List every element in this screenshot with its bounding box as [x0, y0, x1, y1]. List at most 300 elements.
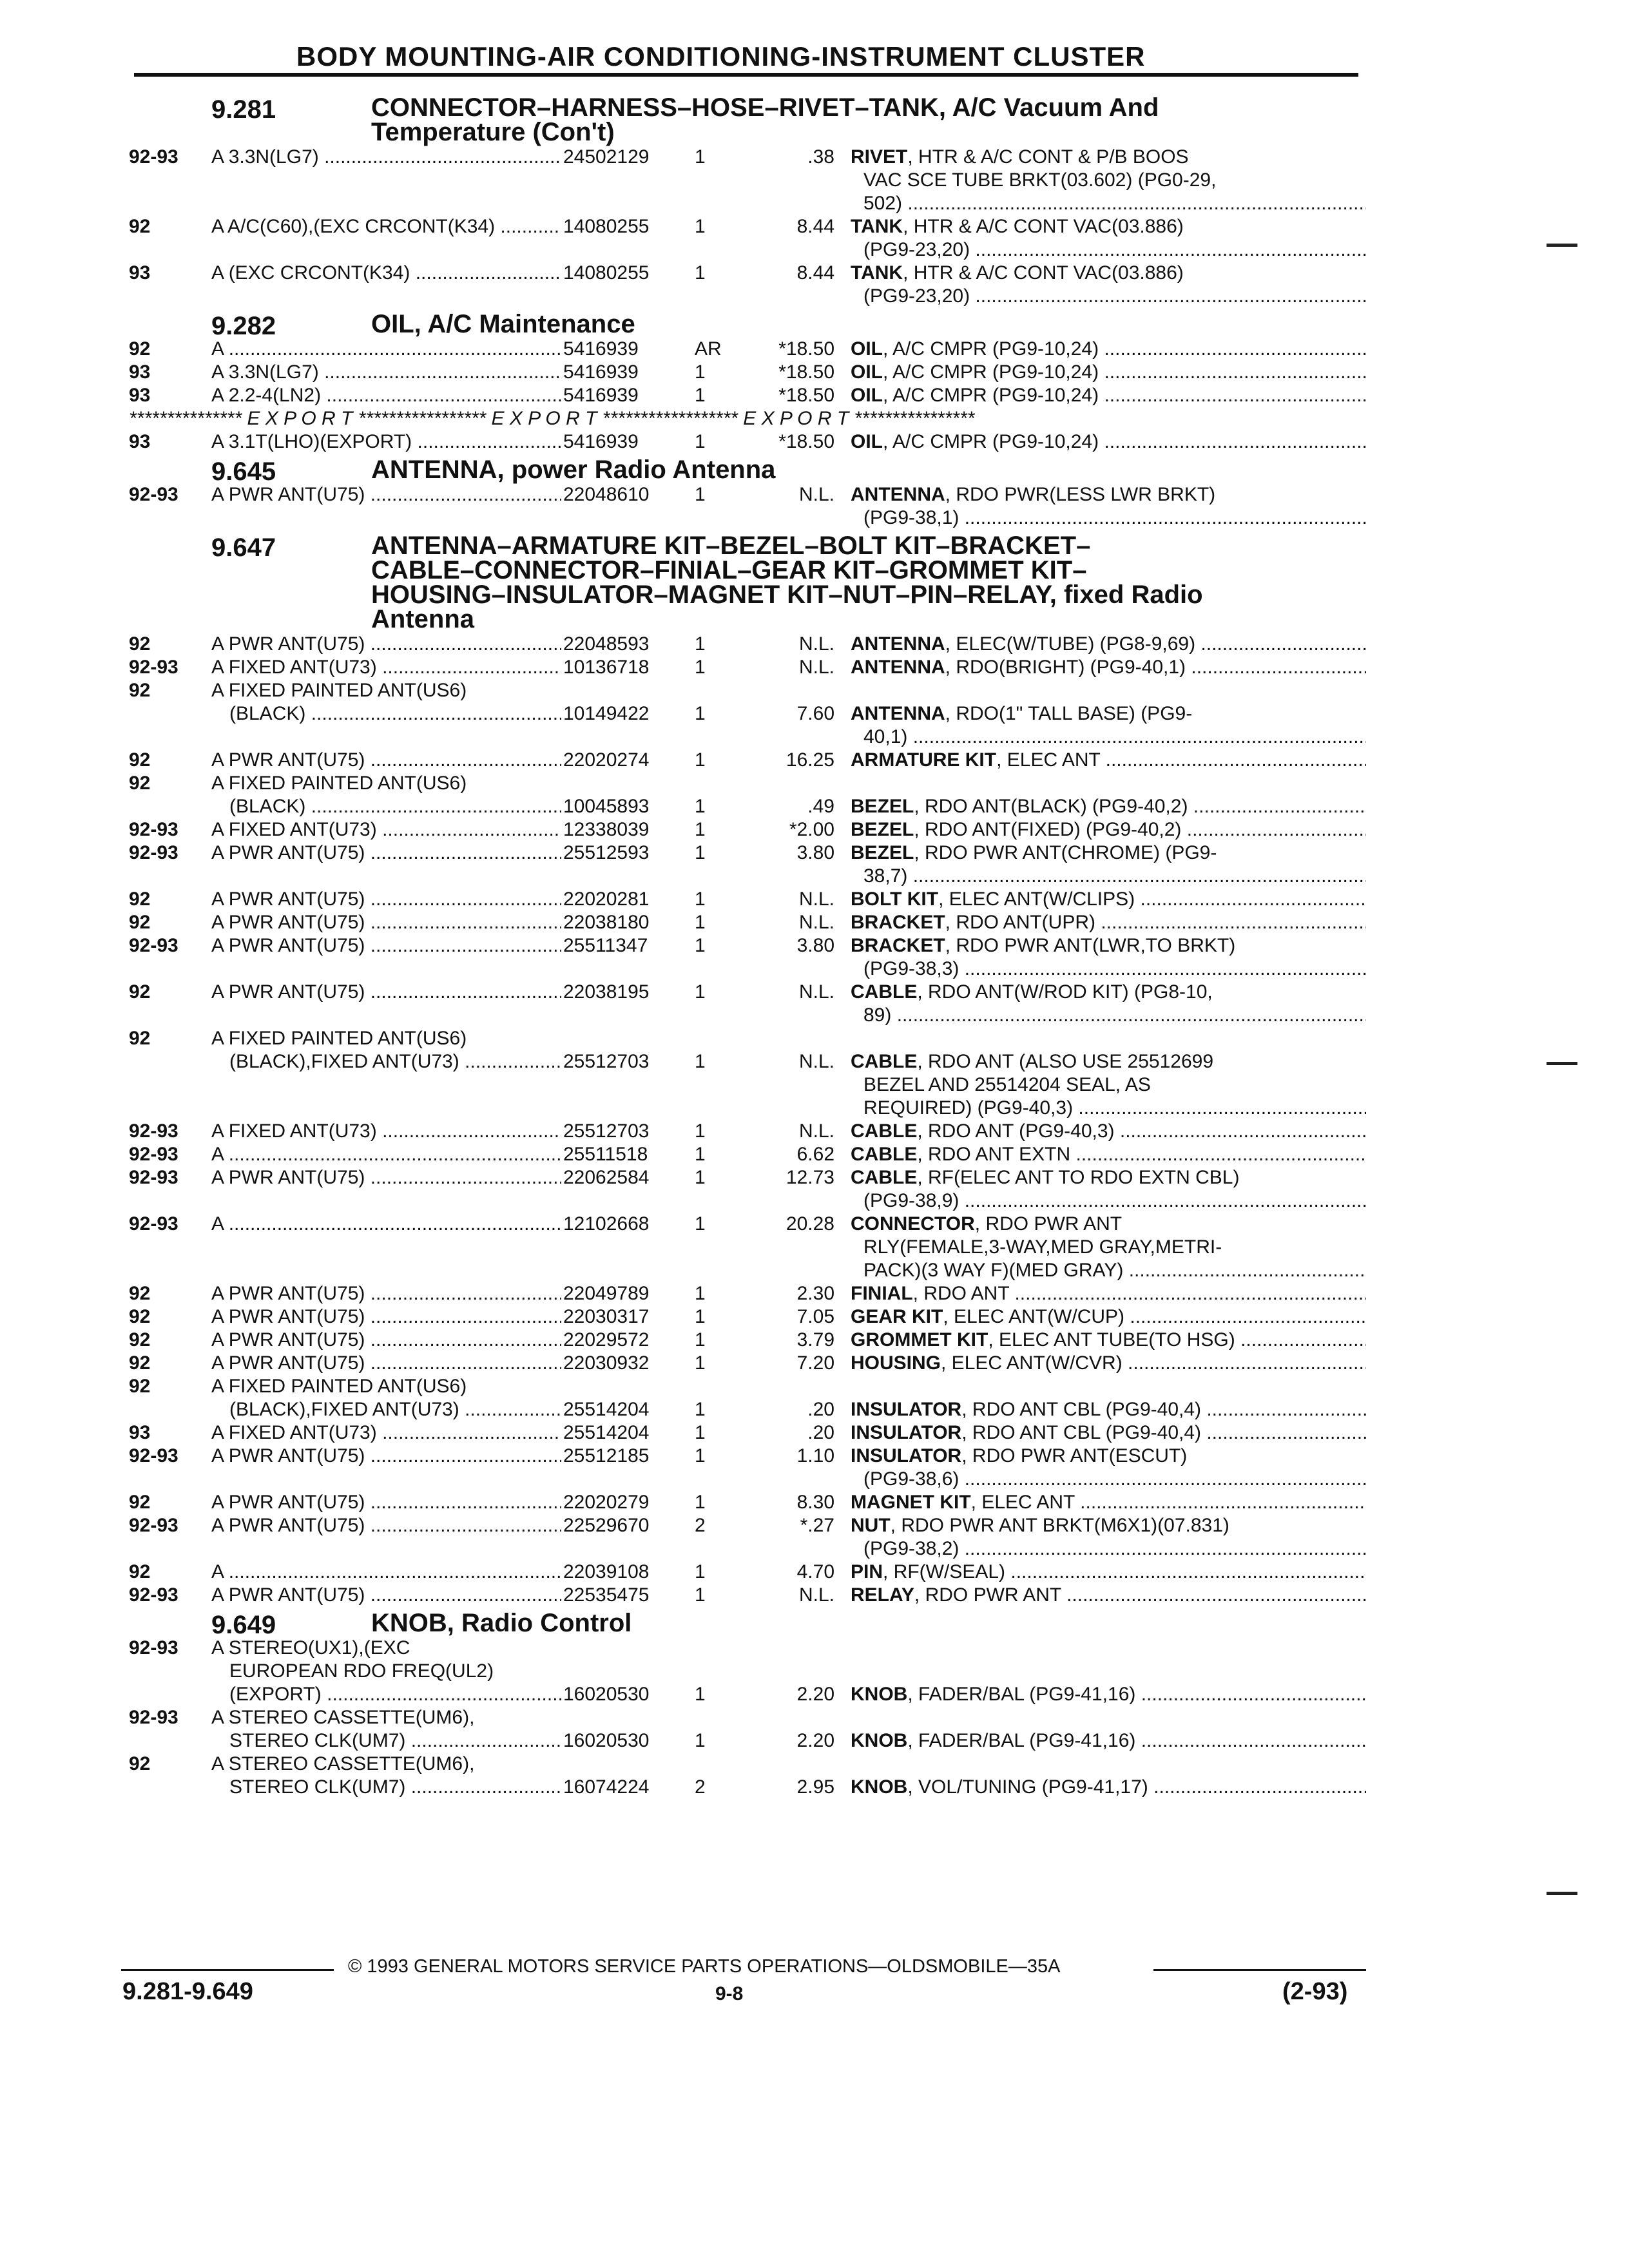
application-line	[211, 1637, 561, 1660]
price: N.L.	[798, 1051, 834, 1072]
quantity: 1	[695, 431, 706, 452]
description-text: , RDO ANT (PG9-40,3)	[917, 1120, 1115, 1142]
part-name: OIL	[851, 338, 883, 360]
application-line	[211, 1375, 561, 1398]
part-name: NUT	[851, 1515, 891, 1536]
application-line	[211, 981, 561, 1004]
description-text: , RDO PWR ANT(LWR,TO BRKT)	[945, 935, 1236, 956]
part-description	[851, 656, 1366, 679]
application-text: A PWR ANT(U75) .....	[211, 1445, 561, 1466]
application-line	[211, 795, 561, 818]
part-number: 22062584	[563, 1167, 650, 1188]
part-name: ANTENNA	[851, 657, 945, 678]
application	[211, 1706, 561, 1753]
description-line	[851, 1491, 1366, 1514]
application-line	[211, 1352, 561, 1375]
application	[211, 1305, 561, 1329]
description-text: , RDO(1" TALL BASE) (PG9-	[945, 703, 1193, 724]
part-row	[129, 1491, 1366, 1514]
part-row	[129, 841, 1366, 888]
section-heading	[129, 533, 1366, 631]
description-text: , ELEC(W/TUBE) (PG8-9,69)	[945, 633, 1196, 655]
section-number: 9.649	[211, 1611, 276, 1639]
part-number: 22038180	[563, 912, 650, 933]
description-text: BEZEL AND 25514204 SEAL, AS	[863, 1074, 1151, 1095]
description-line	[851, 1236, 1366, 1259]
quantity: 1	[695, 1730, 706, 1751]
price: N.L.	[798, 484, 834, 505]
description-line	[851, 1120, 1366, 1143]
application	[211, 1120, 561, 1143]
part-row	[129, 215, 1366, 262]
application-line	[211, 1445, 561, 1468]
application-text: A 3.3N(LG7) .....	[211, 361, 561, 383]
description-text: VAC SCE TUBE BRKT(03.602) (PG0-29,	[863, 169, 1217, 191]
part-description	[851, 1706, 1366, 1753]
part-description	[851, 1445, 1366, 1491]
part-description	[851, 384, 1366, 407]
application-text: A PWR ANT(U75) .....	[211, 633, 561, 655]
part-name: ARMATURE KIT	[851, 749, 997, 771]
section-number: 9.281	[211, 95, 276, 124]
application-line	[211, 749, 561, 772]
part-number: 22048610	[563, 484, 650, 505]
application	[211, 1213, 561, 1236]
section-number: 9.645	[211, 457, 276, 486]
description-line	[851, 1259, 1366, 1282]
description-text: , ELEC ANT	[996, 749, 1101, 771]
part-number: 16020530	[563, 1684, 650, 1705]
application-text: STEREO CLK(UM7) .....	[229, 1730, 561, 1751]
quantity: 1	[695, 1144, 706, 1165]
part-row	[129, 1166, 1366, 1213]
application-text: A .....	[211, 1561, 561, 1582]
price: 4.70	[796, 1561, 834, 1582]
description-text: , RDO ANT(UPR)	[945, 912, 1096, 933]
part-row	[129, 1514, 1366, 1561]
description-text: , ELEC ANT(W/CUP)	[943, 1306, 1125, 1327]
description-text: , A/C CMPR (PG9-10,24)	[883, 431, 1099, 452]
part-name: OIL	[851, 431, 883, 452]
part-name: OIL	[851, 361, 883, 383]
part-description	[851, 1027, 1366, 1120]
application-line	[211, 1398, 561, 1421]
part-number: 22020281	[563, 889, 650, 910]
application-line	[211, 772, 561, 795]
price: *2.00	[789, 819, 834, 840]
export-divider: *************** E X P O R T ***************** E X P O R T ****************** E X P O R T ****************	[129, 408, 975, 429]
section-number: 9.647	[211, 533, 276, 562]
quantity: 1	[695, 484, 706, 505]
description-line	[851, 1329, 1366, 1352]
parts-list	[129, 91, 1366, 1799]
quantity: 1	[695, 1283, 706, 1304]
description-text: , RDO PWR ANT(CHROME) (PG9-	[914, 842, 1217, 863]
part-description	[851, 1514, 1366, 1561]
part-name: ANTENNA	[851, 633, 945, 655]
description-line	[851, 1729, 1366, 1753]
application	[211, 1445, 561, 1468]
price: N.L.	[798, 889, 834, 910]
price: *18.50	[778, 431, 834, 452]
application-line	[211, 338, 561, 361]
application-line	[211, 1660, 561, 1683]
part-row	[129, 934, 1366, 981]
part-number: 25511518	[563, 1144, 648, 1165]
description-text: , RDO ANT CBL (PG9-40,4)	[961, 1422, 1202, 1443]
description-text: 502)	[863, 193, 903, 214]
application-line	[211, 146, 561, 169]
quantity: 1	[695, 633, 706, 655]
description-line	[851, 726, 1366, 749]
part-row	[129, 1120, 1366, 1143]
part-number: 16074224	[563, 1776, 650, 1798]
model-years: 93	[129, 385, 151, 406]
quantity: 1	[695, 703, 706, 724]
description-line	[851, 338, 1366, 361]
model-years: 92	[129, 1376, 151, 1397]
description-line	[851, 1166, 1366, 1189]
price: 8.30	[796, 1492, 834, 1513]
model-years: 93	[129, 1422, 151, 1443]
application-line	[211, 1282, 561, 1305]
part-number: 5416939	[563, 338, 639, 360]
description-text: , HTR & A/C CONT VAC(03.886)	[903, 262, 1184, 284]
application-line	[211, 1143, 561, 1166]
part-number: 22030932	[563, 1352, 650, 1374]
part-description	[851, 772, 1366, 818]
price: 3.80	[796, 842, 834, 863]
price: N.L.	[798, 1120, 834, 1142]
application	[211, 818, 561, 841]
application-text: A .....	[211, 1213, 561, 1235]
part-description	[851, 1491, 1366, 1514]
part-description	[851, 1120, 1366, 1143]
part-name: TANK	[851, 216, 903, 237]
part-name: TANK	[851, 262, 903, 284]
application-text: A PWR ANT(U75) .....	[211, 912, 561, 933]
part-name: KNOB	[851, 1776, 908, 1798]
part-number: 22049789	[563, 1283, 650, 1304]
quantity: 1	[695, 842, 706, 863]
description-text: (PG9-38,3)	[863, 958, 959, 979]
description-line	[851, 262, 1366, 285]
quantity: 2	[695, 1515, 706, 1536]
price: 2.95	[796, 1776, 834, 1798]
part-name: KNOB	[851, 1684, 908, 1705]
price: 6.62	[796, 1144, 834, 1165]
application-text: A STEREO CASSETTE(UM6),	[211, 1753, 475, 1774]
description-text: , RDO PWR ANT	[974, 1213, 1123, 1235]
part-number: 12102668	[563, 1213, 650, 1235]
model-years: 92-93	[129, 1707, 178, 1728]
quantity: 1	[695, 1492, 706, 1513]
application	[211, 888, 561, 911]
description-line	[851, 1213, 1366, 1236]
quantity: 1	[695, 1306, 706, 1327]
section-heading	[129, 1609, 1366, 1639]
price: 1.10	[796, 1445, 834, 1466]
description-line	[851, 1537, 1366, 1561]
application-line	[211, 262, 561, 285]
part-description	[851, 1637, 1366, 1706]
section-title: CONNECTOR–HARNESS–HOSE–RIVET–TANK, A/C Vacuum And Temperature (Con't)	[371, 93, 1159, 146]
model-years: 92-93	[129, 1167, 178, 1188]
application-text: A PWR ANT(U75) .....	[211, 749, 561, 771]
application	[211, 656, 561, 679]
part-description	[851, 430, 1366, 454]
application-text: A FIXED PAINTED ANT(US6)	[211, 680, 467, 701]
application-line	[211, 841, 561, 865]
application-text: A FIXED ANT(U73) .....	[211, 1422, 561, 1443]
part-description	[851, 262, 1366, 308]
section-title: ANTENNA, power Radio Antenna	[371, 456, 776, 484]
margin-mark	[1547, 1892, 1577, 1895]
description-text: , RDO PWR ANT BRKT(M6X1)(07.831)	[890, 1515, 1229, 1536]
application-line	[211, 1706, 561, 1729]
application	[211, 1166, 561, 1189]
model-years: 93	[129, 361, 151, 383]
part-number: 14080255	[563, 216, 650, 237]
part-number: 22030317	[563, 1306, 650, 1327]
price: .20	[807, 1399, 834, 1420]
description-line	[851, 865, 1366, 888]
application-line	[211, 1166, 561, 1189]
quantity: 1	[695, 146, 706, 168]
price: 2.20	[796, 1684, 834, 1705]
price: *18.50	[778, 338, 834, 360]
description-text: , A/C CMPR (PG9-10,24)	[883, 338, 1099, 360]
description-text: , RDO ANT(BLACK) (PG9-40,2)	[914, 796, 1188, 817]
quantity: 1	[695, 1584, 706, 1606]
description-line	[851, 1097, 1366, 1120]
description-text: , RDO ANT (ALSO USE 25512699	[917, 1051, 1214, 1072]
application-line	[211, 1050, 561, 1073]
part-name: OIL	[851, 385, 883, 406]
quantity: 1	[695, 1352, 706, 1374]
part-name: INSULATOR	[851, 1422, 962, 1443]
application	[211, 1421, 561, 1445]
application-text: A PWR ANT(U75) .....	[211, 981, 561, 1003]
price: 12.73	[786, 1167, 834, 1188]
part-name: HOUSING	[851, 1352, 941, 1374]
part-description	[851, 1352, 1366, 1375]
model-years: 92	[129, 633, 151, 655]
part-name: CABLE	[851, 1051, 918, 1072]
part-number: 25512185	[563, 1445, 650, 1466]
price: 8.44	[796, 262, 834, 284]
application	[211, 934, 561, 957]
application	[211, 483, 561, 506]
part-row	[129, 384, 1366, 407]
application	[211, 1491, 561, 1514]
description-text: , ELEC ANT	[970, 1492, 1075, 1513]
part-name: RIVET	[851, 146, 908, 168]
part-number: 10045893	[563, 796, 650, 817]
application-text: A PWR ANT(U75) .....	[211, 1515, 561, 1536]
part-name: INSULATOR	[851, 1399, 962, 1420]
description-text: 38,7)	[863, 865, 908, 887]
model-years: 92	[129, 680, 151, 701]
part-name: GEAR KIT	[851, 1306, 943, 1327]
part-row	[129, 981, 1366, 1027]
model-years: 92-93	[129, 1445, 178, 1466]
part-number: 5416939	[563, 361, 639, 383]
part-name: BEZEL	[851, 842, 914, 863]
quantity: 1	[695, 1445, 706, 1466]
part-number: 25514204	[563, 1399, 650, 1420]
quantity: 1	[695, 1329, 706, 1350]
model-years: 92	[129, 912, 151, 933]
application	[211, 679, 561, 726]
application	[211, 1143, 561, 1166]
price: N.L.	[798, 633, 834, 655]
part-row	[129, 633, 1366, 656]
application-text: A A/C(C60),(EXC CRCONT(K34) .....	[211, 216, 561, 237]
part-name: PIN	[851, 1561, 883, 1582]
part-description	[851, 934, 1366, 981]
description-text: , RDO(BRIGHT) (PG9-40,1)	[945, 657, 1186, 678]
application-text: A 3.1T(LHO)(EXPORT) .....	[211, 431, 561, 452]
part-name: BEZEL	[851, 796, 914, 817]
description-text: , RDO ANT EXTN	[917, 1144, 1071, 1165]
part-name: MAGNET KIT	[851, 1492, 971, 1513]
description-text: (PG9-38,9)	[863, 1190, 959, 1211]
part-description	[851, 338, 1366, 361]
price: *18.50	[778, 361, 834, 383]
quantity: 1	[695, 262, 706, 284]
price: N.L.	[798, 1584, 834, 1606]
application-line	[211, 1027, 561, 1050]
part-row	[129, 1584, 1366, 1607]
application-text: A .....	[211, 1144, 561, 1165]
quantity: 1	[695, 1167, 706, 1188]
application	[211, 749, 561, 772]
part-description	[851, 679, 1366, 749]
description-text: , FADER/BAL (PG9-41,16)	[907, 1730, 1136, 1751]
part-row	[129, 1213, 1366, 1282]
part-description	[851, 483, 1366, 530]
quantity: 1	[695, 796, 706, 817]
description-line	[851, 1189, 1366, 1213]
description-text: , VOL/TUNING (PG9-41,17)	[907, 1776, 1148, 1798]
description-text: , ELEC ANT(W/CVR)	[941, 1352, 1123, 1374]
quantity: AR	[695, 338, 722, 360]
model-years: 92	[129, 1561, 151, 1582]
section-title: OIL, A/C Maintenance	[371, 310, 635, 338]
model-years: 92-93	[129, 657, 178, 678]
part-number: 22529670	[563, 1515, 650, 1536]
description-line	[851, 1352, 1366, 1375]
price: .20	[807, 1422, 834, 1443]
application	[211, 841, 561, 865]
part-row	[129, 1329, 1366, 1352]
application-text: A FIXED PAINTED ANT(US6)	[211, 1376, 467, 1397]
description-text: , RDO PWR ANT	[914, 1584, 1061, 1606]
price: 3.79	[796, 1329, 834, 1350]
application-line	[211, 656, 561, 679]
quantity: 1	[695, 385, 706, 406]
part-name: CABLE	[851, 1120, 918, 1142]
application	[211, 911, 561, 934]
part-number: 22029572	[563, 1329, 650, 1350]
description-line	[851, 1421, 1366, 1445]
quantity: 1	[695, 1120, 706, 1142]
price: 20.28	[786, 1213, 834, 1235]
footer-date: (2-93)	[1282, 1978, 1348, 2005]
part-number: 14080255	[563, 262, 650, 284]
application-line	[211, 633, 561, 656]
application	[211, 1561, 561, 1584]
part-row	[129, 888, 1366, 911]
part-description	[851, 911, 1366, 934]
application-text: A FIXED ANT(U73) .....	[211, 819, 561, 840]
model-years: 92	[129, 1352, 151, 1374]
part-row	[129, 749, 1366, 772]
application-text: A STEREO(UX1),(EXC	[211, 1637, 410, 1658]
application	[211, 1282, 561, 1305]
model-years: 92-93	[129, 1637, 178, 1658]
description-text: , RF(ELEC ANT TO RDO EXTN CBL)	[917, 1167, 1240, 1188]
part-row	[129, 818, 1366, 841]
application-line	[211, 430, 561, 454]
model-years: 92	[129, 1283, 151, 1304]
application-line	[211, 483, 561, 506]
price: 3.80	[796, 935, 834, 956]
description-line	[851, 957, 1366, 981]
quantity: 1	[695, 1213, 706, 1235]
part-description	[851, 818, 1366, 841]
description-line	[851, 1776, 1366, 1799]
footer-page-number: 9-8	[715, 1983, 744, 2004]
description-text: 89)	[863, 1004, 892, 1026]
application-text: A 3.3N(LG7) .....	[211, 146, 561, 168]
part-description	[851, 1329, 1366, 1352]
description-line	[851, 911, 1366, 934]
quantity: 1	[695, 912, 706, 933]
application-text: A PWR ANT(U75) .....	[211, 935, 561, 956]
application-text: EUROPEAN RDO FREQ(UL2)	[229, 1660, 494, 1682]
part-description	[851, 146, 1366, 215]
description-line	[851, 795, 1366, 818]
price: N.L.	[798, 912, 834, 933]
description-line	[851, 430, 1366, 454]
application	[211, 215, 561, 238]
model-years: 92	[129, 1329, 151, 1350]
quantity: 2	[695, 1776, 706, 1798]
part-description	[851, 1561, 1366, 1584]
description-line	[851, 1514, 1366, 1537]
application-line	[211, 1683, 561, 1706]
description-text: (PG9-38,6)	[863, 1468, 959, 1490]
price: .49	[807, 796, 834, 817]
application-line	[211, 1753, 561, 1776]
quantity: 1	[695, 657, 706, 678]
description-text: (PG9-38,2)	[863, 1538, 959, 1559]
part-name: CABLE	[851, 981, 918, 1003]
description-text: , A/C CMPR (PG9-10,24)	[883, 385, 1099, 406]
margin-mark	[1547, 1062, 1577, 1065]
model-years: 92	[129, 1753, 151, 1774]
description-text: , RDO PWR(LESS LWR BRKT)	[945, 484, 1216, 505]
application-text: (BLACK) .....	[229, 703, 561, 724]
application-line	[211, 1561, 561, 1584]
application-line	[211, 1120, 561, 1143]
part-description	[851, 1753, 1366, 1799]
application	[211, 430, 561, 454]
model-years: 92-93	[129, 1584, 178, 1606]
part-number: 22020274	[563, 749, 650, 771]
